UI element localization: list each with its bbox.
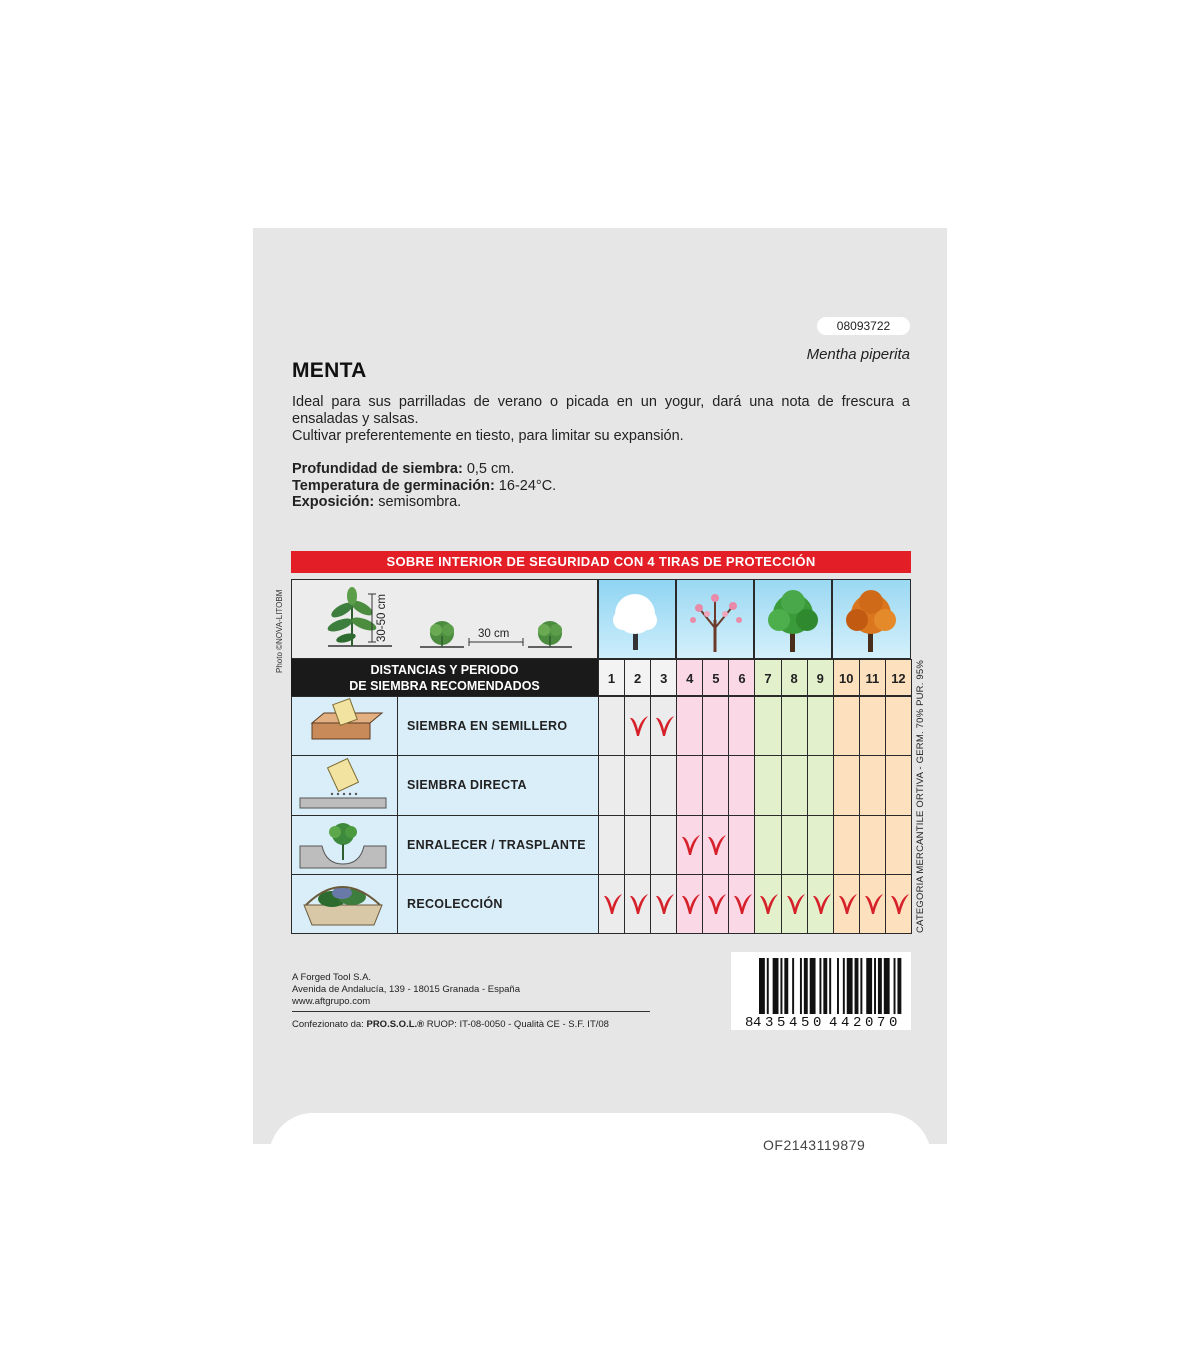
check-mark-icon (812, 893, 832, 915)
month-header-7: 7 (754, 659, 781, 696)
calendar-cell (885, 696, 912, 756)
calendar-cell (728, 874, 755, 934)
month-header-3: 3 (650, 659, 677, 696)
barcode-digit: 0 (865, 1015, 874, 1031)
barcode-digit: 4 (829, 1015, 838, 1031)
calendar-cell (598, 874, 625, 934)
calendar-cell (702, 696, 729, 756)
company-name: A Forged Tool S.A. (292, 972, 372, 983)
check-mark-icon (655, 893, 675, 915)
calendar-cell (807, 755, 834, 815)
plant-distances-illustration (292, 580, 597, 658)
calendar-cell (598, 815, 625, 875)
calendar-cell (676, 696, 703, 756)
calendar-cell (728, 696, 755, 756)
row-icon-1 (291, 696, 398, 756)
green-tree-icon (768, 590, 818, 652)
specs-list (292, 461, 556, 511)
calendar-cell (728, 755, 755, 815)
direct-sowing-icon (292, 756, 397, 814)
check-mark-icon (707, 893, 727, 915)
calendar-cell (833, 755, 860, 815)
calendar-cell (807, 696, 834, 756)
barcode-digit: 7 (877, 1015, 886, 1031)
barcode-digit: 0 (889, 1015, 898, 1031)
row-icon-2 (291, 755, 398, 815)
check-mark-icon (786, 893, 806, 915)
company-web: www.aftgrupo.com (292, 996, 371, 1007)
month-header-1: 1 (598, 659, 625, 696)
spec-temperature: Temperatura de germinación: 16-24°C. (292, 477, 557, 494)
calendar-cell (807, 874, 834, 934)
bottom-code: OF2143119879 (763, 1137, 866, 1153)
latin-name: Mentha piperita (806, 346, 910, 363)
month-header-12: 12 (885, 659, 912, 696)
month-header-2: 2 (624, 659, 651, 696)
bottom-flap (269, 1113, 931, 1233)
month-header-4: 4 (676, 659, 703, 696)
calendar-cell (624, 696, 651, 756)
calendar-cell (859, 696, 886, 756)
calendar-cell (598, 755, 625, 815)
product-title: MENTA (292, 359, 367, 382)
description (292, 394, 910, 445)
calendar-cell (624, 755, 651, 815)
check-mark-icon (603, 893, 623, 915)
calendar-cell (781, 874, 808, 934)
calendar-cell (702, 874, 729, 934)
calendar-cell (650, 815, 677, 875)
calendar-cell (807, 815, 834, 875)
check-mark-icon (733, 893, 753, 915)
calendar-cell (885, 874, 912, 934)
row-label-1: SIEMBRA EN SEMILLERO (397, 696, 599, 756)
check-mark-icon (655, 715, 675, 737)
barcode-digit: 8 (745, 1015, 754, 1031)
calendar-cell (624, 815, 651, 875)
calendar-cell (754, 755, 781, 815)
check-mark-icon (890, 893, 910, 915)
calendar-cell (859, 874, 886, 934)
barcode-digit: 4 (841, 1015, 850, 1031)
calendar-cell (781, 696, 808, 756)
month-header-6: 6 (728, 659, 755, 696)
seed-tray-icon (292, 697, 397, 755)
barcode-digits (731, 1015, 911, 1031)
month-header-8: 8 (781, 659, 808, 696)
barcode-digit: 0 (813, 1015, 822, 1031)
row-label-2: SIEMBRA DIRECTA (397, 755, 599, 815)
harvest-basket-icon (292, 875, 397, 933)
season-winter-tree (598, 579, 676, 659)
spacing-label: 30 cm (478, 628, 510, 640)
check-mark-icon (864, 893, 884, 915)
calendar-cell (650, 874, 677, 934)
calendar-cell (598, 696, 625, 756)
spec-exposure: Exposición: semisombra. (292, 494, 462, 510)
season-autumn-tree (832, 579, 911, 659)
barcode-digit: 4 (789, 1015, 798, 1031)
barcode-digit: 5 (801, 1015, 810, 1031)
product-code-badge: 08093722 (817, 317, 910, 335)
check-mark-icon (838, 893, 858, 915)
transplant-icon (292, 816, 397, 874)
seed-packet-back (253, 228, 947, 1153)
season-spring-tree (676, 579, 754, 659)
distances-header: DISTANCIAS Y PERIODO DE SIEMBRA RECOMENDADOS (291, 659, 598, 696)
company-info (292, 972, 520, 1008)
calendar-cell (754, 696, 781, 756)
photo-credit: Photo ©NOVA-LITOBM (275, 589, 284, 673)
calendar-cell (650, 755, 677, 815)
calendar-cell (781, 815, 808, 875)
calendar-cell (676, 874, 703, 934)
check-mark-icon (681, 893, 701, 915)
calendar-cell (728, 815, 755, 875)
check-mark-icon (707, 834, 727, 856)
calendar-cell (624, 874, 651, 934)
seedling-left-icon (420, 621, 464, 647)
autumn-tree-icon (846, 590, 896, 652)
calendar-cell (859, 815, 886, 875)
check-mark-icon (681, 834, 701, 856)
spec-depth: Profundidad de siembra: 0,5 cm. (292, 461, 515, 477)
row-icon-4 (291, 874, 398, 934)
company-address: Avenida de Andalucía, 139 - 18015 Granada - España (292, 984, 520, 995)
check-mark-icon (629, 715, 649, 737)
calendar-cell (650, 696, 677, 756)
divider (292, 1011, 650, 1012)
height-label: 30-50 cm (376, 594, 388, 642)
calendar-cell (702, 815, 729, 875)
calendar-cell (676, 815, 703, 875)
sowing-calendar (291, 579, 911, 933)
row-icon-3 (291, 815, 398, 875)
seedling-right-icon (528, 621, 572, 647)
distances-panel (291, 579, 598, 659)
description-line-1: Ideal para sus parrilladas de verano o picada en un yogur, dará una nota de frescura a ensaladas y salsas. (292, 394, 910, 427)
check-mark-icon (759, 893, 779, 915)
blossom-tree-icon (690, 594, 742, 652)
season-summer-tree (754, 579, 832, 659)
check-mark-icon (629, 893, 649, 915)
row-label-4: RECOLECCIÓN (397, 874, 599, 934)
calendar-cell (754, 815, 781, 875)
month-header-11: 11 (859, 659, 886, 696)
month-header-5: 5 (702, 659, 729, 696)
barcode (731, 952, 911, 1030)
calendar-cell (754, 874, 781, 934)
calendar-cell (833, 815, 860, 875)
category-side-text: CATEGORIA MERCANTILE ORTIVA - GERM. 70% PUR. 95% (915, 659, 926, 933)
snow-tree-icon (613, 594, 657, 650)
calendar-cell (859, 755, 886, 815)
calendar-cell (833, 696, 860, 756)
barcode-digit: 5 (777, 1015, 786, 1031)
calendar-cell (702, 755, 729, 815)
description-line-2: Cultivar preferentemente en tiesto, para limitar su expansión. (292, 428, 684, 444)
packer-info: Confezionato da: PRO.S.O.L.® RUOP: IT-08-0050 - Qualità CE - S.F. IT/08 (292, 1019, 609, 1030)
calendar-cell (676, 755, 703, 815)
calendar-cell (885, 755, 912, 815)
row-label-3: ENRALECER / TRASPLANTE (397, 815, 599, 875)
calendar-cell (781, 755, 808, 815)
month-header-10: 10 (833, 659, 860, 696)
barcode-digit: 4 (753, 1015, 762, 1031)
barcode-digit: 2 (853, 1015, 862, 1031)
barcode-bars (731, 952, 911, 1014)
calendar-cell (885, 815, 912, 875)
month-header-9: 9 (807, 659, 834, 696)
security-banner: SOBRE INTERIOR DE SEGURIDAD CON 4 TIRAS DE PROTECCIÓN (291, 551, 911, 573)
calendar-cell (833, 874, 860, 934)
barcode-digit: 3 (765, 1015, 774, 1031)
